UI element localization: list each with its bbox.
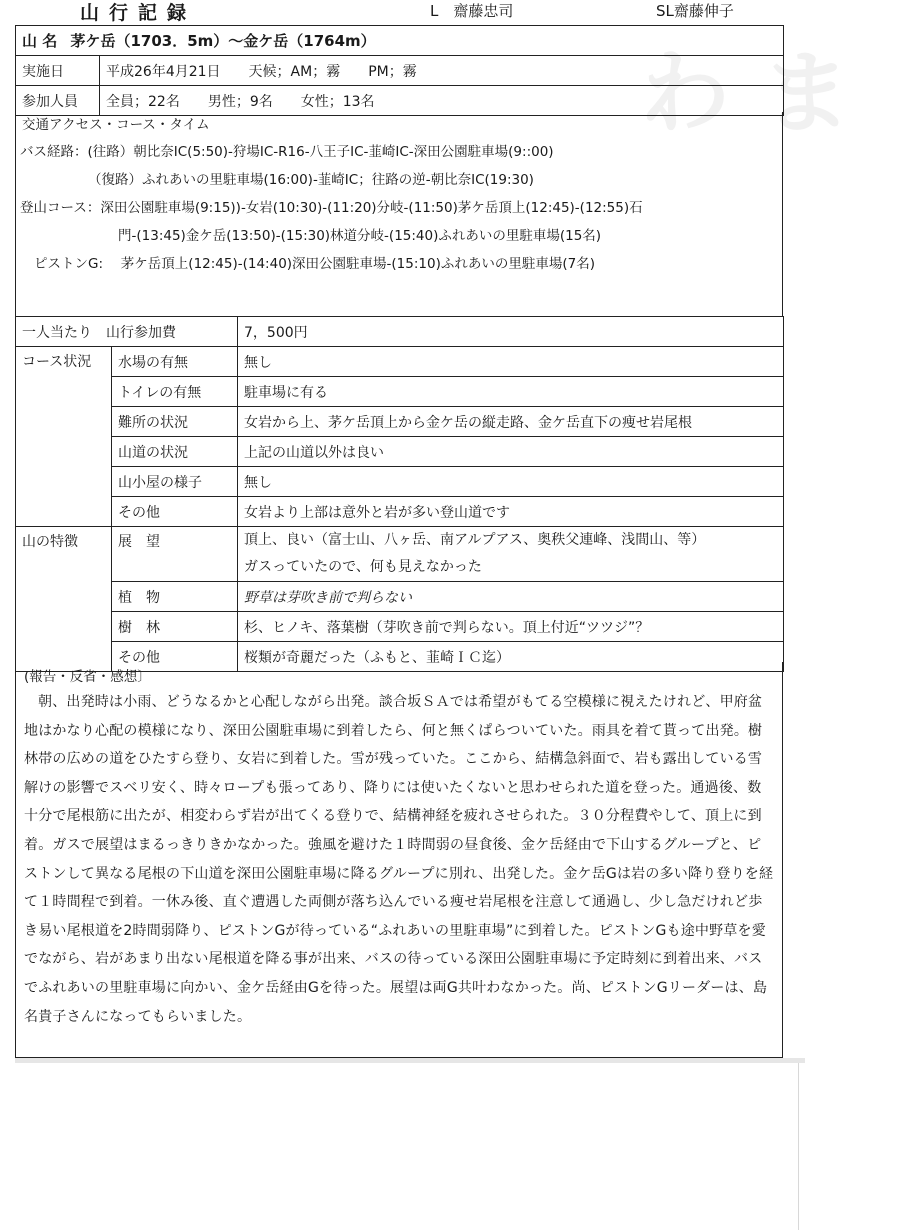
detail-row [16,497,784,527]
view-row [16,527,784,582]
forest-label: 樹 林 [112,612,238,642]
fee-label: 一人当たり 山行参加費 [16,317,238,347]
other-value: 桜類が奇麗だった（ふもと、韮崎ＩＣ迄） [238,642,784,672]
row-value: 無し [238,467,784,497]
summary-table [15,25,784,116]
row-value: 駐車場に有る [238,377,784,407]
fee-value: 7，500円 [238,317,784,347]
mountain-value: 茅ケ岳（1703．5m）～金ケ岳（1764m） [70,32,376,50]
date-value: 平成26年4月21日 天候；AM；霧 PM；霧 [100,56,784,86]
plants-label: 植 物 [112,582,238,612]
detail-row [16,377,784,407]
row-label: 難所の状況 [112,407,238,437]
subleader-name: SL齋藤伸子 [656,2,734,20]
leader-name: L 齋藤忠司 [430,2,514,20]
row-value: 上記の山道以外は良い [238,437,784,467]
mountain-label: 山 名 [22,32,58,50]
detail-row [16,437,784,467]
date-row [16,56,784,86]
plants-value: 野草は芽吹き前で判らない [238,582,784,612]
other-label: その他 [112,642,238,672]
forest-value: 杉、ヒノキ、落葉樹（芽吹き前で判らない。頂上付近“ツツジ”？ [238,612,784,642]
access-section [15,112,783,316]
view-line-1: 頂上、良い（富士山、八ヶ岳、南アルプアス、奥秩父連峰、浅間山、等） [244,532,706,548]
access-heading: 交通アクセス・コース・タイム [22,117,210,133]
piston-group-line: ピストンG: 茅ケ岳頂上(12:45)-(14:40)深田公園駐車場-(15:10)ふれあいの里駐車場(7名) [34,256,595,272]
blank-lower-area [0,1063,900,1230]
paper-edge [798,1063,799,1230]
members-row [16,86,784,116]
report-heading: (報告・反省・感想〕 [24,669,151,685]
course-status-label: コース状況 [16,347,112,527]
course-line-1: 登山コース：深田公園駐車場(9:15))-女岩(10:30)-(11:20)分岐-(11:50)茅ケ岳頂上(12:45)-(12:55)石 [20,200,643,216]
forest-row [16,612,784,642]
row-label: 山小屋の様子 [112,467,238,497]
row-value: 女岩から上、茅ケ岳頂上から金ケ岳の縦走路、金ケ岳直下の痩せ岩尾根 [238,407,784,437]
members-value: 全員；22名 男性；9名 女性；13名 [100,86,784,116]
row-value: 無し [238,347,784,377]
row-value: 女岩より上部は意外と岩が多い登山道です [238,497,784,527]
detail-row [16,407,784,437]
row-label: 水場の有無 [112,347,238,377]
row-label: 山道の状況 [112,437,238,467]
fee-row [16,317,784,347]
page-title: 山行記録 [80,2,197,24]
members-label: 参加人員 [16,86,100,116]
detail-row [16,347,784,377]
view-line-2: ガスっていたので、何も見えなかった [244,559,482,575]
mountain-features-label: 山の特徴 [16,527,112,672]
report-section [15,662,783,1058]
bus-route-return: （復路）ふれあいの里駐車場(16:00)-韮崎IC；往路の逆-朝比奈IC(19:30) [88,172,534,188]
row-label: その他 [112,497,238,527]
course-line-2: 門-(13:45)金ケ岳(13:50)-(15:30)林道分岐-(15:40)ふれあいの里駐車場(15名) [118,228,602,244]
mountain-row [16,26,784,56]
report-body: 朝、出発時は小雨、どうなるかと心配しながら出発。談合坂ＳＡでは希望がもてる空模様に視えたけれど、甲府盆地はかなり心配の模様になり、深田公園駐車場に到着したら、何と無くぱらついていた。雨具を着て貰って出発。樹林帯の広めの道をひたすら登り、女岩に到着した。雪が残っていた。ここから、結構急斜面で、岩も露出している雪解けの影響でスベリ安く、時々ロープも張ってあり、降りには使いたくないと思わせられた道を登った。通過後、数十分で尾根筋に出たが、相変わらず岩が出てくる登りで、結構神経を疲れさせられた。３０分程費やして、頂上に到着。ガスで展望はまるっきりきかなかった。強風を避けた１時間弱の昼食後、金ケ岳経由で下山するグループと、ピストンして異なる尾根の下山道を深田公園駐車場に降るグループに別れ、出発した。金ケ岳Gは岩の多い降り登りを経て１時間程で到着。一休み後、直ぐ遭遇した両側が落ち込んでいる痩せ岩尾根を注意して通過し、少し急だけれど歩き易い尾根道を2時間弱降り、ピストンGが待っている“ふれあいの里駐車場”に到着した。ピストンGも途中野草を愛でながら、岩があまり出ない尾根道を降る事が出来、バスの待っている深田公園駐車場に予定時刻に到着出来、バスでふれあいの里駐車場に向かい、金ケ岳経由Gを待った。展望は両G共叶わなかった。尚、ピストンGリーダーは、島名貴子さんになってもらいました。 [24,694,774,1025]
detail-row [16,467,784,497]
bleed-through-glyph: わ ま [640,41,852,146]
record-header [22,0,782,24]
date-label: 実施日 [16,56,100,86]
plants-row [16,582,784,612]
row-label: トイレの有無 [112,377,238,407]
details-table [15,316,784,672]
view-value [238,527,784,582]
bus-route-outbound: バス経路：(往路）朝比奈IC(5:50)-狩場IC-R16-八王子IC-韮崎IC-深田公園駐車場(9::00) [20,144,554,160]
view-label: 展 望 [112,527,238,582]
